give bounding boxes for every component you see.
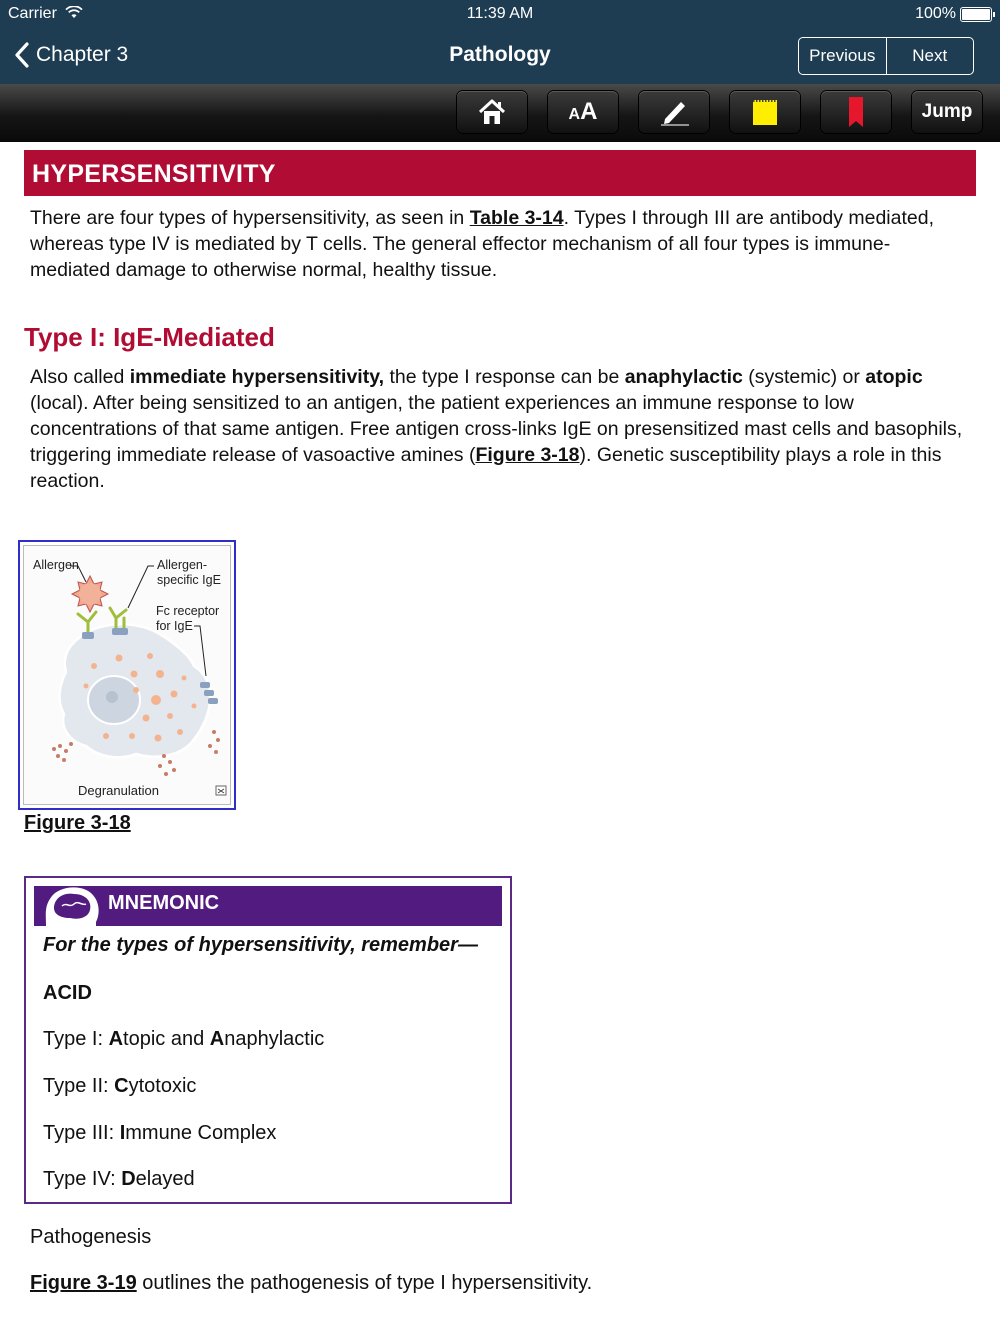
next-button[interactable]: Next bbox=[886, 38, 974, 74]
previous-next-control bbox=[798, 37, 974, 75]
note-button[interactable] bbox=[730, 91, 800, 133]
mnemonic-box bbox=[24, 876, 512, 1204]
back-label: Chapter 3 bbox=[36, 43, 129, 66]
figure-thumbnail[interactable] bbox=[18, 540, 236, 810]
intro-paragraph: There are four types of hypersensitivity, as seen in Table 3-14. Types I through III are antibody mediated, whereas type IV is mediated by T cells. The general effector mechanism of all four types is immune-mediated damage to otherwise normal, healthy tissue. bbox=[30, 207, 934, 281]
figure-label-degranulation: Degranulation bbox=[78, 783, 159, 798]
figure-label-ige-1: Allergen- bbox=[157, 558, 208, 572]
pathogenesis-paragraph: Figure 3-19 outlines the pathogenesis of type I hypersensitivity. bbox=[30, 1272, 593, 1294]
type1-heading: Type I: IgE-Mediated bbox=[24, 322, 275, 352]
battery-percentage: 100% bbox=[915, 5, 956, 22]
font-size-button[interactable] bbox=[548, 91, 618, 133]
navigation-bar bbox=[0, 0, 1000, 84]
figure-label-ige-2: specific IgE bbox=[157, 573, 221, 587]
highlight-button[interactable] bbox=[639, 91, 709, 133]
mnemonic-acronym: ACID bbox=[43, 982, 92, 1004]
home-button[interactable] bbox=[457, 91, 527, 133]
home-icon bbox=[477, 97, 507, 127]
mnemonic-header bbox=[34, 886, 502, 926]
mnemonic-line-type1: Type I: Atopic and Anaphylactic bbox=[43, 1028, 325, 1050]
table-3-14-link[interactable]: Table 3-14 bbox=[469, 207, 564, 229]
bookmark-icon bbox=[847, 96, 865, 128]
mnemonic-line-type4: Type IV: Delayed bbox=[43, 1168, 195, 1190]
bookmark-button[interactable] bbox=[821, 91, 891, 133]
note-icon bbox=[751, 97, 779, 127]
mnemonic-title: MNEMONIC bbox=[108, 892, 220, 914]
figure-3-18-link[interactable]: Figure 3-18 bbox=[475, 444, 580, 466]
pencil-icon bbox=[657, 97, 691, 127]
clock: 11:39 AM bbox=[466, 5, 534, 22]
back-button[interactable] bbox=[14, 40, 128, 70]
brain-head-icon bbox=[40, 884, 102, 928]
mnemonic-line-type3: Type III: Immune Complex bbox=[43, 1122, 277, 1144]
jump-label: Jump bbox=[921, 101, 973, 122]
figure-3-18-caption-link[interactable]: Figure 3-18 bbox=[24, 812, 131, 834]
figure-label-fc-1: Fc receptor bbox=[156, 604, 220, 618]
carrier-label: Carrier bbox=[8, 5, 57, 22]
mnemonic-intro: For the types of hypersensitivity, remember— bbox=[43, 934, 478, 956]
mast-cell-illustration bbox=[23, 545, 231, 805]
chevron-left-icon bbox=[14, 41, 30, 69]
section-banner bbox=[24, 150, 976, 196]
figure-label-allergen: Allergen bbox=[33, 558, 79, 572]
previous-button[interactable]: Previous bbox=[809, 46, 876, 65]
type1-paragraph: Also called immediate hypersensitivity, the type I response can be anaphylactic (systemic) or atopic (local). After being sensitized to an antigen, the patient experiences an immune response to low concentrations of that same antigen. Free antigen cross-links IgE on presensitized mast cells and basophils, triggering immediate release of vasoactive amines (Figure 3-18). Genetic susceptibility plays a role in this reaction. bbox=[30, 366, 963, 492]
battery-icon bbox=[960, 7, 992, 22]
jump-button[interactable] bbox=[912, 91, 982, 133]
font-size-icon: AA bbox=[568, 98, 598, 125]
figure-3-19-link[interactable]: Figure 3-19 bbox=[30, 1272, 137, 1294]
section-title: HYPERSENSITIVITY bbox=[32, 160, 276, 188]
pathogenesis-heading: Pathogenesis bbox=[30, 1226, 152, 1248]
mnemonic-line-type2: Type II: Cytotoxic bbox=[43, 1075, 197, 1097]
page-title: Pathology bbox=[449, 43, 551, 66]
reader-toolbar bbox=[0, 84, 1000, 142]
figure-label-fc-2: for IgE bbox=[156, 619, 193, 633]
